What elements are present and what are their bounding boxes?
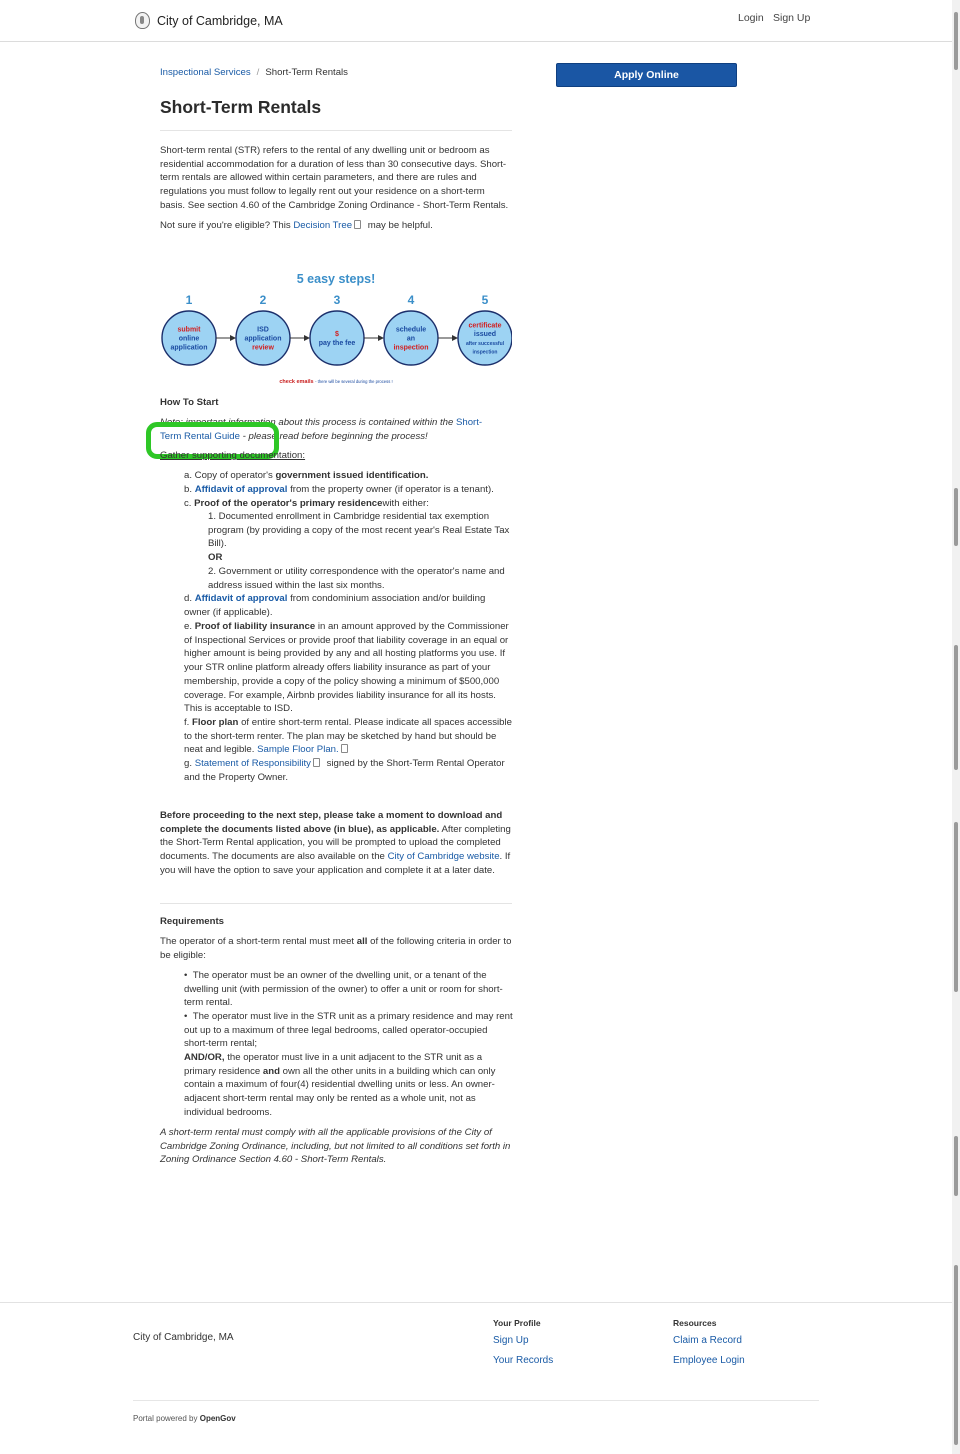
list-item-e: [184, 620, 514, 716]
login-link[interactable]: Login: [738, 12, 764, 24]
top-header: [0, 0, 952, 42]
gather-documents-label: Gather supporting documentation:: [160, 450, 306, 461]
footer-sign-up-link[interactable]: Sign Up: [493, 1335, 529, 1346]
diagram-footnote-bold: check emails: [279, 379, 316, 385]
item-f-suffix: of entire short-term rental. Please indicate all spaces accessible to the short-term renter. The plan may be sketched by hand but should be neat and legible.: [184, 717, 512, 756]
footer-claim-record-link[interactable]: Claim a Record: [673, 1335, 742, 1346]
requirement-bullet-2-text: The operator must live in the STR unit as a primary residence and may rent out up to a maximum of three legal bedrooms, called operator-occupied short-term rental;: [184, 1011, 513, 1050]
list-item-c1: 1. Documented enrollment in Cambridge residential tax exemption program (by providing a copy of the most recent year's Real Estate Tax Bill).: [208, 511, 510, 550]
proceed-bold: Before proceeding to the next step, please take a moment to download and complete the documents listed above (in blue), as applicable.: [160, 810, 503, 835]
step-2-label: ISD: [257, 326, 269, 334]
powered-by-prefix: Portal powered by: [133, 1414, 198, 1423]
divider: [160, 903, 512, 904]
owner-affidavit-link[interactable]: Affidavit of approval: [194, 484, 288, 495]
how-to-start-heading: How To Start: [160, 397, 219, 408]
step-2-label: review: [252, 344, 274, 352]
proceed-text: After completing the Short-Term Rental application, you will be prompted to upload the completed documents. The documents are also available on the: [160, 823, 511, 863]
footer-your-records-link[interactable]: Your Records: [493, 1355, 554, 1366]
scrollbar-thumb-segment: [954, 1136, 958, 1196]
andor-bold: AND/OR,: [184, 1052, 225, 1063]
requirements-closing: A short-term rental must comply with all the applicable provisions of the City of Cambridge Zoning Ordinance, including, but not limited to all conditions set forth in Zoning Ordinance Section 4.60 - Short-Term Rentals.: [160, 1127, 511, 1166]
requirements-intro-suffix: of the following criteria in order to be eligible:: [160, 936, 512, 961]
step-5-label: inspection: [472, 349, 498, 356]
requirement-bullet-2: [184, 1010, 514, 1051]
powered-by: [133, 1414, 236, 1423]
opengov-brand[interactable]: OpenGov: [199, 1414, 236, 1423]
diagram-steps: [162, 293, 512, 365]
eligibility-suffix: may be helpful.: [367, 219, 433, 231]
five-steps-diagram: [160, 268, 512, 388]
diagram-footnote-rest: - there will be several during the process !: [315, 379, 393, 384]
step-5-number: 5: [481, 293, 489, 307]
list-item-b: [184, 483, 514, 497]
item-d-prefix: d.: [184, 593, 193, 604]
item-e-bold: Proof of liability insurance: [194, 621, 316, 632]
guide-note-prefix: Note: important information about this process is contained within the: [160, 417, 454, 428]
eligibility-line: [160, 219, 512, 233]
step-1-label: application: [170, 344, 208, 352]
list-item-c2: 2. Government or utility correspondence with the operator's name and address issued within the last six months.: [208, 566, 505, 591]
page-title: Short-Term Rentals: [160, 97, 322, 117]
guide-note-suffix: - please read before beginning the process!: [242, 431, 428, 442]
step-2-label: application: [244, 335, 282, 343]
step-4-number: 4: [407, 293, 415, 307]
apply-online-button[interactable]: Apply Online: [556, 63, 737, 87]
list-item-g: [184, 757, 514, 784]
item-c-suffix: with either:: [382, 498, 429, 509]
requirement-bullet-1-text: The operator must be an owner of the dwelling unit, or a tenant of the dwelling unit (with permission of the owner) to offer a unit or room for short-term rental.: [184, 970, 503, 1009]
diagram-title: 5 easy steps!: [296, 272, 376, 286]
step-1-label: submit: [177, 326, 201, 334]
city-seal-logo-icon[interactable]: [135, 12, 150, 29]
str-guide-link-part-2[interactable]: Term Rental Guide: [160, 431, 240, 442]
step-5-label: after successful: [465, 340, 505, 347]
site-title[interactable]: City of Cambridge, MA: [157, 14, 283, 28]
diagram-footnote: [279, 379, 392, 385]
item-c-bold: Proof of the operator's primary residence: [194, 498, 383, 509]
requirement-andor: [184, 1051, 514, 1120]
str-guide-link-part-1[interactable]: Short-: [455, 417, 483, 428]
list-item-a: [184, 469, 514, 483]
breadcrumb-inspectional-services[interactable]: Inspectional Services: [160, 67, 251, 78]
item-f-bold: Floor plan: [192, 717, 239, 728]
footer-resources-heading: Resources: [673, 1318, 717, 1328]
step-4-label: schedule: [395, 326, 427, 334]
list-item-d: [184, 592, 514, 619]
step-3-label: pay the fee: [318, 339, 356, 347]
item-d-suffix: from condominium association and/or building owner (if applicable).: [184, 593, 486, 618]
list-item-f: [184, 716, 514, 757]
scrollbar-thumb[interactable]: [954, 12, 958, 70]
item-e-suffix: in an amount approved by the Commissioner of Inspectional Services or provide proof that liability coverage in an equal or higher amount is being provided by any and all hosting platforms you use. If your STR online platform already offers liability insurance as part of your membership, provide a copy of the policy showing a minimum of $500,000 coverage. For example, Airbnb provides liability insurance for all its hosts. This is acceptable to ISD.: [184, 621, 509, 715]
proceed-section: [160, 809, 512, 878]
step-5-label: certificate: [468, 322, 502, 330]
andor-text-a: the operator must live in a unit adjacent to the STR unit as a primary residence: [184, 1052, 483, 1077]
signup-link[interactable]: Sign Up: [773, 12, 811, 24]
step-4-label: inspection: [393, 344, 429, 352]
item-a-bold: government issued identification.: [275, 470, 429, 481]
statement-of-responsibility-link[interactable]: Statement of Responsibility: [194, 758, 311, 769]
footer-site-title: City of Cambridge, MA: [133, 1332, 234, 1343]
requirements-intro-prefix: The operator of a short-term rental must meet: [160, 936, 355, 947]
item-b-prefix: b.: [184, 484, 193, 495]
list-item-c: [184, 497, 514, 511]
decision-tree-link[interactable]: Decision Tree: [293, 219, 353, 231]
andor-and: and: [262, 1065, 280, 1077]
breadcrumb-current: Short-Term Rentals: [265, 67, 348, 78]
sample-floor-plan-link[interactable]: Sample Floor Plan.: [257, 744, 339, 756]
breadcrumb-separator: /: [256, 67, 260, 78]
footer-profile-heading: Your Profile: [493, 1318, 541, 1328]
requirement-bullet-1: [184, 969, 514, 1010]
andor-text-b: own all the other units in a building which can only contain a maximum of four(4) residential dwelling units or less. An owner-adjacent short-term rental may only be rented as a whole unit, not as individual bedrooms.: [184, 1065, 496, 1118]
intro-paragraph: Short-term rental (STR) refers to the rental of any dwelling unit or bedroom as residential accommodation for a duration of less than 30 consecutive days. Short-term rentals are allowed within certain parameters, and there are rules and regulations you must follow to legally rent out your residence on a short-term basis. See section 4.60 of the Cambridge Zoning Ordinance - Short-Term Rentals.: [160, 145, 509, 211]
eligibility-prefix: Not sure if you're eligible? This: [160, 219, 291, 231]
footer: [0, 1302, 952, 1454]
document-icon: [354, 220, 361, 229]
footer-employee-login-link[interactable]: Employee Login: [673, 1355, 745, 1366]
condo-affidavit-link[interactable]: Affidavit of approval: [194, 593, 288, 604]
step-3-label: $: [335, 331, 339, 339]
document-icon: [313, 758, 320, 767]
footer-divider: [133, 1400, 819, 1401]
step-5-label: issued: [473, 331, 497, 339]
scrollbar-thumb-segment: [954, 1265, 958, 1445]
divider: [160, 130, 512, 131]
item-c-prefix: c.: [184, 498, 192, 509]
step-1-number: 1: [185, 293, 193, 307]
item-g-suffix: signed by the Short-Term Rental Operator and the Property Owner.: [184, 758, 505, 783]
item-f-prefix: f.: [184, 717, 190, 728]
step-4-label: an: [406, 335, 416, 343]
requirements-intro: [160, 935, 512, 962]
intro-section: [160, 144, 512, 232]
bullet-icon: •: [184, 970, 193, 981]
item-g-prefix: g.: [184, 758, 193, 769]
breadcrumb: [160, 67, 348, 78]
item-b-suffix: from the property owner (if operator is a tenant).: [290, 484, 494, 495]
item-a-prefix: a. Copy of operator's: [184, 470, 273, 481]
requirements-heading: Requirements: [160, 916, 224, 927]
step-3-number: 3: [333, 293, 341, 307]
scrollbar-thumb-segment: [954, 645, 958, 770]
list-item-or: OR: [208, 552, 223, 563]
document-icon: [341, 744, 348, 753]
scrollbar-thumb-segment: [954, 488, 958, 546]
step-2-number: 2: [259, 293, 267, 307]
requirements-intro-bold: all: [356, 936, 368, 947]
scrollbar-thumb-segment: [954, 822, 958, 992]
item-e-prefix: e.: [184, 621, 193, 632]
city-website-link[interactable]: City of Cambridge website: [387, 851, 500, 863]
proceed-suffix: . If you will have the option to save your application and complete it at a later date.: [160, 851, 511, 876]
bullet-icon: •: [184, 1011, 193, 1022]
step-1-label: online: [178, 335, 200, 343]
